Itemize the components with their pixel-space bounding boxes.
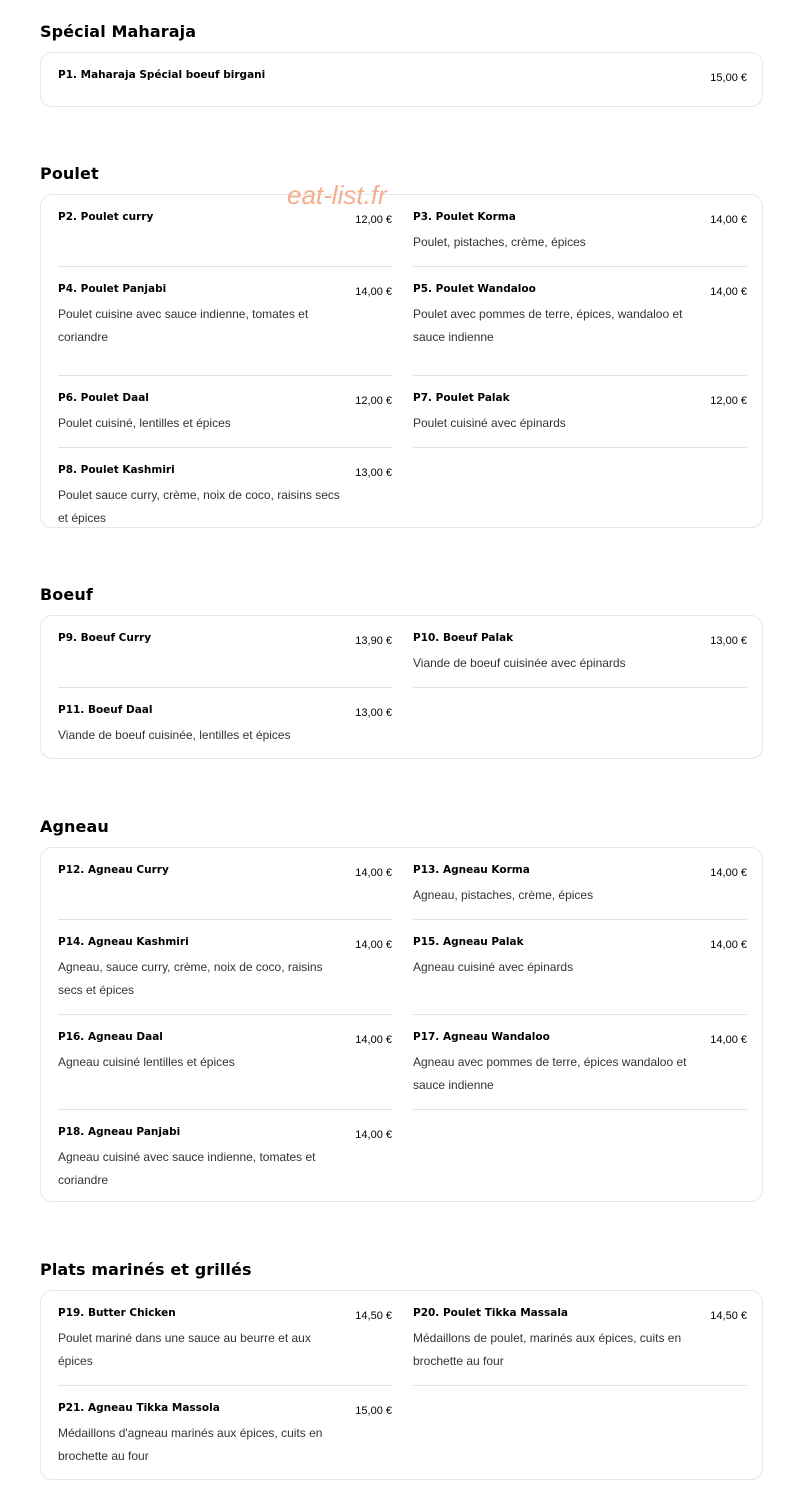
menu-item[interactable] (413, 862, 747, 920)
item-price: 14,00 € (355, 1034, 392, 1046)
menu-item[interactable] (58, 1400, 392, 1470)
item-name: P5. Poulet Wandaloo (413, 283, 536, 295)
section-grilles (40, 1260, 763, 1463)
menu-item[interactable] (58, 934, 392, 1015)
menu-item[interactable] (413, 390, 747, 448)
menu-item[interactable] (58, 630, 392, 688)
section-title: Plats marinés et grillés (40, 1260, 252, 1279)
item-name: P3. Poulet Korma (413, 211, 516, 223)
item-name: P14. Agneau Kashmiri (58, 936, 189, 948)
menu-item[interactable] (413, 934, 747, 1015)
item-price: 14,00 € (355, 286, 392, 298)
item-description: Viande de boeuf cuisinée, lentilles et épices (58, 728, 291, 742)
menu-item[interactable] (58, 702, 392, 752)
section-maharaja (40, 22, 763, 84)
item-name: P9. Boeuf Curry (58, 632, 152, 644)
item-price: 14,00 € (355, 939, 392, 951)
item-description: Poulet avec pommes de terre, épices, wandaloo et sauce indienne (413, 307, 683, 344)
menu-card (40, 615, 763, 759)
item-name: P20. Poulet Tikka Massala (413, 1307, 569, 1319)
item-name: P19. Butter Chicken (58, 1307, 176, 1319)
section-title: Boeuf (40, 585, 93, 604)
item-price: 14,00 € (710, 1034, 747, 1046)
item-name: P2. Poulet curry (58, 211, 154, 223)
item-description: Poulet sauce curry, crème, noix de coco, raisins secs et épices (58, 488, 340, 525)
item-description: Poulet mariné dans une sauce au beurre et aux épices (58, 1331, 311, 1368)
item-description: Agneau cuisiné avec épinards (413, 960, 574, 974)
item-price: 12,00 € (355, 395, 392, 407)
item-price: 13,00 € (355, 467, 392, 479)
item-name: P10. Boeuf Palak (413, 632, 514, 644)
item-price: 14,00 € (355, 867, 392, 879)
item-price: 13,00 € (710, 635, 747, 647)
item-description: Agneau avec pommes de terre, épices wandaloo et sauce indienne (413, 1055, 687, 1092)
menu-card (40, 847, 763, 1202)
menu-item[interactable] (58, 1029, 392, 1110)
menu-item[interactable] (58, 209, 392, 267)
item-price: 12,00 € (710, 395, 747, 407)
item-name: P12. Agneau Curry (58, 864, 169, 876)
item-description: Poulet cuisiné, lentilles et épices (58, 416, 231, 430)
item-description: Agneau cuisiné avec sauce indienne, tomates et coriandre (58, 1150, 316, 1187)
menu-card (40, 194, 763, 528)
item-description: Poulet cuisiné avec épinards (413, 416, 566, 430)
menu-item[interactable] (58, 462, 392, 532)
item-name: P7. Poulet Palak (413, 392, 510, 404)
item-description: Poulet cuisine avec sauce indienne, tomates et coriandre (58, 307, 309, 344)
item-price: 13,00 € (355, 707, 392, 719)
item-name: P8. Poulet Kashmiri (58, 464, 175, 476)
item-price: 14,00 € (710, 214, 747, 226)
section-agneau (40, 817, 763, 1187)
menu-item[interactable] (413, 209, 747, 267)
menu-item[interactable] (58, 390, 392, 448)
item-price: 14,50 € (355, 1310, 392, 1322)
item-name: P17. Agneau Wandaloo (413, 1031, 550, 1043)
item-description: Médaillons de poulet, marinés aux épices, cuits en brochette au four (413, 1331, 682, 1368)
item-price: 14,00 € (710, 939, 747, 951)
section-title: Poulet (40, 164, 99, 183)
menu-item[interactable] (58, 862, 392, 920)
menu-item[interactable] (413, 1305, 747, 1386)
item-price: 13,90 € (355, 635, 392, 647)
item-name: P18. Agneau Panjabi (58, 1126, 181, 1138)
item-name: P16. Agneau Daal (58, 1031, 163, 1043)
item-name: P11. Boeuf Daal (58, 704, 153, 716)
item-price: 12,00 € (355, 214, 392, 226)
item-price: 14,00 € (355, 1129, 392, 1141)
menu-item[interactable] (58, 281, 392, 376)
item-price: 15,00 € (355, 1405, 392, 1417)
item-description: Agneau cuisiné lentilles et épices (58, 1055, 235, 1069)
menu-item[interactable] (58, 67, 747, 97)
item-price: 14,50 € (710, 1310, 747, 1322)
item-price: 15,00 € (710, 72, 747, 84)
item-description: Poulet, pistaches, crème, épices (413, 235, 586, 249)
section-boeuf (40, 585, 763, 742)
item-name: P21. Agneau Tikka Massola (58, 1402, 220, 1414)
item-name: P6. Poulet Daal (58, 392, 149, 404)
item-name: P15. Agneau Palak (413, 936, 524, 948)
item-description: Médaillons d'agneau marinés aux épices, cuits en brochette au four (58, 1426, 323, 1463)
item-description: Viande de boeuf cuisinée avec épinards (413, 656, 626, 670)
section-title: Agneau (40, 817, 109, 836)
menu-item[interactable] (58, 1124, 392, 1194)
item-name: P1. Maharaja Spécial boeuf birgani (58, 69, 266, 81)
menu-card (40, 1290, 763, 1480)
item-name: P13. Agneau Korma (413, 864, 530, 876)
menu-item[interactable] (413, 630, 747, 688)
watermark-text: eat-list.fr (287, 180, 387, 210)
item-description: Agneau, pistaches, crème, épices (413, 888, 594, 902)
menu-item[interactable] (413, 281, 747, 376)
menu-item[interactable] (58, 1305, 392, 1386)
item-price: 14,00 € (710, 867, 747, 879)
item-name: P4. Poulet Panjabi (58, 283, 167, 295)
menu-item[interactable] (413, 1029, 747, 1110)
item-description: Agneau, sauce curry, crème, noix de coco, raisins secs et épices (58, 960, 323, 997)
section-title: Spécial Maharaja (40, 22, 197, 41)
menu-card (40, 52, 763, 107)
item-price: 14,00 € (710, 286, 747, 298)
